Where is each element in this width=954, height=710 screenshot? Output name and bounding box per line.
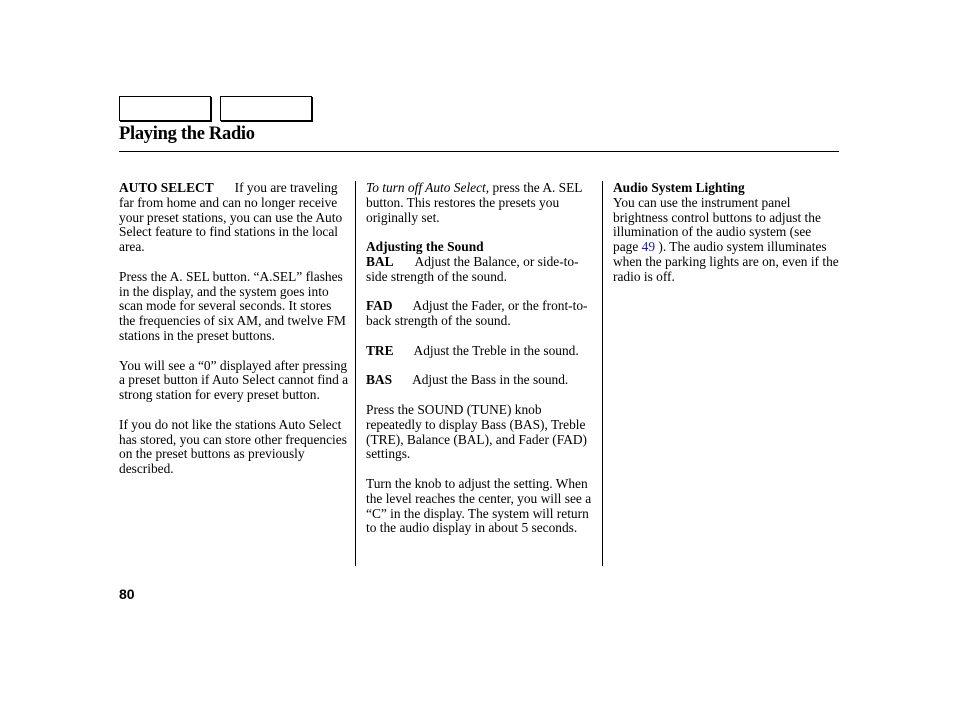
page-number: 80 — [119, 586, 135, 602]
bal-text: Adjust the Balance, or side-to-side strength of the sound. — [366, 253, 579, 284]
turn-off-auto-select-paragraph — [366, 181, 598, 225]
bas-label: BAS — [366, 372, 393, 388]
page-title: Playing the Radio — [119, 124, 255, 144]
store-other-paragraph: If you do not like the stations Auto Select has stored, you can store other frequencies on the preset buttons as previously described. — [119, 416, 347, 477]
turn-off-auto-select-lead: To turn off Auto Select, — [366, 180, 490, 195]
audio-lighting-text-before: You can use the instrument panel brightness control buttons to adjust the illumination of the audio system (see page — [613, 194, 821, 255]
press-asel-paragraph: Press the A. SEL button. “A.SEL” flashes in the display, and the system goes into scan mode for several seconds. It stores the frequencies of six AM, and twelve FM stations in the preset buttons. — [119, 268, 346, 343]
column-adjusting-sound — [366, 181, 598, 551]
page-49-link[interactable]: 49 — [641, 239, 656, 255]
nav-main-menu-button[interactable] — [119, 96, 211, 121]
tre-label: TRE — [366, 342, 394, 358]
turn-knob-paragraph: Turn the knob to adjust the setting. When the level reaches the center, you will see a “C” in the display. The system will return to the audio display in about 5 seconds. — [366, 475, 592, 536]
column-divider-2 — [602, 181, 603, 566]
press-sound-knob-paragraph: Press the SOUND (TUNE) knob repeatedly to display Bass (BAS), Treble (TRE), Balance (BAL), and Fader (FAD) settings. — [366, 401, 587, 462]
adjusting-sound-heading: Adjusting the Sound — [366, 239, 484, 255]
bas-item — [366, 373, 598, 388]
fad-text: Adjust the Fader, or the front-to-back strength of the sound. — [366, 298, 588, 329]
audio-lighting-paragraph — [613, 196, 839, 285]
zero-displayed-paragraph: You will see a “0” displayed after pressing a preset button if Auto Select cannot find a strong station for every preset button. — [119, 357, 349, 403]
auto-select-intro: If you are traveling far from home and can no longer receive your preset stations, you can use the Auto Select feature to find stations in the local area. — [119, 180, 343, 255]
auto-select-paragraph — [119, 181, 351, 255]
auto-select-label: AUTO SELECT — [119, 180, 214, 195]
column-audio-lighting — [613, 181, 839, 299]
bas-text: Adjust the Bass in the sound. — [412, 372, 569, 388]
column-auto-select — [119, 181, 351, 492]
title-divider — [119, 151, 839, 152]
tre-text: Adjust the Treble in the sound. — [413, 342, 579, 358]
audio-lighting-heading: Audio System Lighting — [613, 180, 745, 195]
tre-item — [366, 344, 598, 359]
fad-label: FAD — [366, 298, 393, 314]
fad-item — [366, 299, 598, 329]
column-divider-1 — [355, 181, 356, 566]
turn-off-auto-select-text: press the A. SEL button. This restores the presets you originally set. — [366, 180, 582, 225]
bal-item — [366, 255, 598, 285]
audio-lighting-text-after: ). The audio system illuminates when the parking lights are on, even if the radio is off. — [613, 239, 839, 284]
nav-table-of-contents-button[interactable] — [220, 96, 312, 121]
bal-label: BAL — [366, 253, 394, 269]
